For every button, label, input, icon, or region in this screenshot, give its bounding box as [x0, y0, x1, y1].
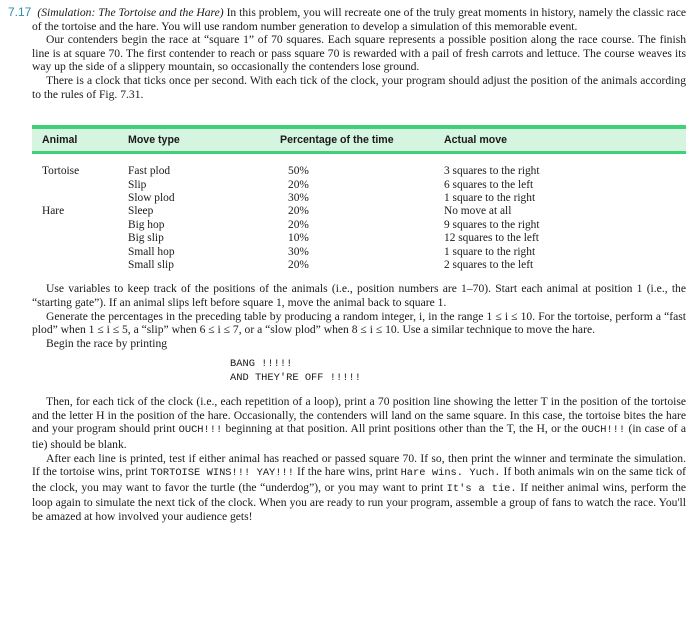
tie-code: It's a tie.	[446, 482, 517, 495]
cell-actual: 9 squares to the right	[444, 218, 540, 231]
cell-pct: 10%	[288, 232, 309, 245]
cell-actual: 12 squares to the left	[444, 232, 539, 245]
exercise-number: 7.17	[8, 5, 32, 19]
cell-pct: 20%	[288, 178, 309, 191]
bang-code-block: BANG !!!!! AND THEY'RE OFF !!!!!	[230, 358, 361, 384]
cell-animal	[32, 179, 128, 192]
table-row	[32, 179, 686, 192]
table-row	[32, 205, 686, 218]
intro-text: In this problem, you will recreate one of the truly great moments in history, namely the classic race of the tortoise and the hare. You will use random number generation to develop a simulation of this memorable event.	[32, 6, 687, 33]
table-row	[32, 259, 686, 272]
cell-actual: 3 squares to the right	[444, 165, 540, 178]
cell-pct: 20%	[288, 205, 309, 218]
cell-pct: 30%	[288, 191, 309, 204]
winner-text-c: If both animals win on the same tick of the clock, you may want to favor the turtle (the “underdog”), or you may want to print	[32, 465, 686, 494]
hare-wins-code: Hare wins. Yuch.	[400, 467, 501, 480]
tick-text-b: beginning at that position. All print positions other than the T, the H, or the	[222, 422, 582, 436]
cell-animal	[32, 192, 128, 205]
cell-move: Sleep	[128, 205, 154, 218]
cell-pct: 20%	[288, 218, 309, 231]
winner-text-d: If neither animal wins, perform the loop again to simulate the next tick of the clock. When you are ready to run your program, assemble a group of fans to watch the race. You'll be amazed at how involved your audience gets!	[32, 480, 687, 523]
cell-move: Small slip	[128, 259, 174, 271]
cell-actual: 6 squares to the left	[444, 178, 534, 191]
percentages-paragraph: Generate the percentages in the preceding table by producing a random integer, i, in the range 1 ≤ i ≤ 10. For the tortoise, perform a “fast plod” when 1 ≤ i ≤ 5, a “slip” when 6 ≤ i ≤ 7, or a “slow plod” when 8 ≤ i ≤ 10. Use a similar technique to move the hare.	[32, 309, 686, 337]
table-row	[32, 219, 686, 232]
cell-actual: 2 squares to the left	[444, 259, 534, 271]
winner-paragraph	[32, 452, 686, 524]
cell-pct: 20%	[288, 259, 309, 271]
cell-animal	[32, 232, 128, 245]
cell-move: Slip	[128, 178, 147, 191]
table-header	[32, 129, 686, 154]
cell-animal: Hare	[42, 205, 65, 218]
ouch-code: OUCH!!!	[581, 424, 626, 437]
move-rules-table	[32, 125, 686, 272]
header-actual-move: Actual move	[444, 134, 507, 147]
tortoise-wins-code: TORTOISE WINS!!! YAY!!!	[150, 467, 294, 480]
begin-race-paragraph: Begin the race by printing	[46, 336, 168, 350]
cell-actual: 1 square to the right	[444, 245, 536, 258]
cell-move: Big slip	[128, 232, 164, 245]
contenders-paragraph: Our contenders begin the race at “square 1” of 70 squares. Each square represents a possible position along the race course. The finish line is at square 70. The first contender to reach or pass square 70 is rewarded with a pail of fresh carrots and lettuce. The course weaves its way up the side of a slippery mountain, so occasionally the contenders lose ground.	[32, 33, 686, 74]
winner-text-a: After each line is printed, test if either animal has reached or passed square 70. If so, then print the winner and terminate the simulation. If the tortoise wins, print	[32, 451, 686, 479]
intro-paragraph	[8, 5, 687, 33]
cell-move: Big hop	[128, 218, 165, 231]
cell-move: Fast plod	[128, 165, 171, 178]
cell-animal	[32, 246, 128, 259]
tick-text-c: (in case of a tie) should be blank.	[32, 422, 686, 451]
positions-paragraph: Use variables to keep track of the positions of the animals (i.e., position numbers are 1–70). Start each animal at position 1 (i.e., the “starting gate”). If an animal slips left before square 1, move the animal back to square 1.	[32, 282, 686, 309]
cell-actual: 1 square to the right	[444, 191, 536, 204]
tick-paragraph	[32, 395, 686, 451]
table-row	[32, 232, 686, 245]
clock-paragraph: There is a clock that ticks once per second. With each tick of the clock, your program should adjust the position of the animals according to the rules of Fig. 7.31.	[32, 73, 686, 101]
header-percentage: Percentage of the time	[280, 134, 394, 147]
table-body	[32, 154, 686, 272]
ouch-code: OUCH!!!	[178, 424, 223, 437]
cell-actual: No move at all	[444, 205, 512, 218]
cell-pct: 30%	[288, 245, 309, 258]
header-move-type: Move type	[128, 134, 180, 147]
cell-animal	[32, 259, 128, 272]
exercise-title: (Simulation: The Tortoise and the Hare)	[37, 6, 224, 19]
cell-move: Slow plod	[128, 191, 175, 204]
cell-animal: Tortoise	[42, 165, 80, 178]
cell-animal	[32, 219, 128, 232]
table-row	[32, 192, 686, 205]
cell-move: Small hop	[128, 245, 175, 258]
tick-text-a: Then, for each tick of the clock (i.e., each repetition of a loop), print a 70 position line showing the letter T in the position of the tortoise and the letter H in the position of the hare. Occasionally, the contenders will land on the same square. In this case, the tortoise bites the hare and your program should print	[32, 395, 686, 436]
table-row	[32, 165, 686, 178]
header-animal: Animal	[42, 134, 78, 147]
table-row	[32, 246, 686, 259]
cell-pct: 50%	[288, 165, 309, 178]
winner-text-b: If the hare wins, print	[294, 465, 401, 479]
